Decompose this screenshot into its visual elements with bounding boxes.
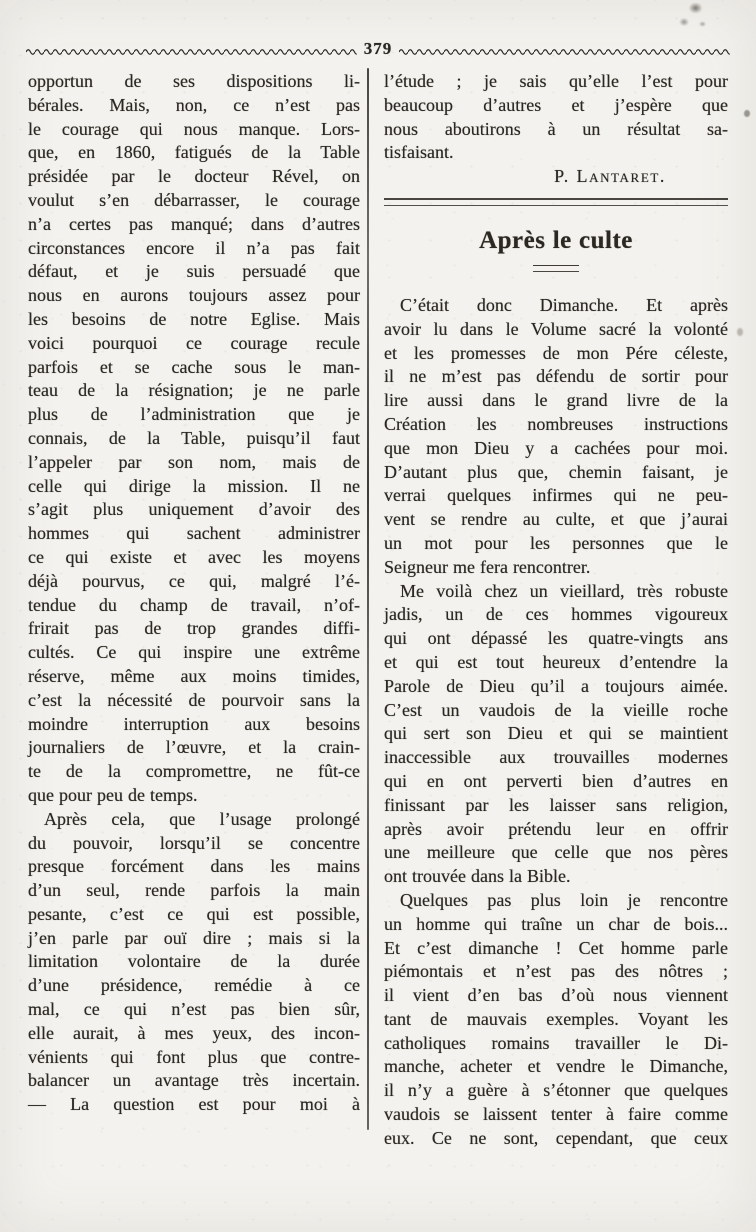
text-line: qui en ont perverti bien d’autres en: [384, 770, 728, 791]
text-line: bérales. Mais, non, ce n’est pas: [28, 94, 360, 115]
text-line: voici pourquoi ce courage recule: [28, 332, 360, 353]
right-column: [384, 70, 728, 1151]
text-line: teau de la résignation; je ne parle: [28, 380, 360, 401]
text-line: s’agit plus uniquement d’avoir des: [28, 499, 360, 520]
text-line: moindre interruption aux besoins: [28, 713, 360, 734]
text-line: finissant par les laisser sans religion,: [384, 794, 728, 815]
article-title: Après le culte: [479, 226, 633, 254]
text-line: tendue du champ de travail, n’of-: [28, 594, 360, 615]
text-line: connais, de la Table, puisqu’il faut: [28, 427, 360, 448]
text-line: presque forcément dans les mains: [28, 856, 360, 877]
article-end-text: [384, 70, 728, 165]
text-line: un homme qui traîne un char de bois...: [384, 913, 728, 934]
text-line: après avoir prétendu leur en offrir: [384, 818, 728, 839]
text-line: déjà pourvus, ce qui, malgré l’é-: [28, 570, 360, 591]
text-line: limitation volontaire de la durée: [28, 951, 360, 972]
text-line: et les promesses de mon Pére céleste,: [384, 342, 728, 363]
text-line: manche, acheter et vendre le Dimanche,: [384, 1056, 728, 1077]
text-line: du pouvoir, lorsqu’il se concentre: [28, 832, 360, 853]
text-line: avoir lu dans le Volume sacré la volonté: [384, 318, 728, 339]
article-body-text: [384, 294, 728, 1151]
text-line: inaccessible aux trouvailles modernes: [384, 747, 728, 768]
text-line: défaut, et je suis persuadé que: [28, 261, 360, 282]
text-line: frirait pas de trop grandes diffi-: [28, 618, 360, 639]
text-line: d’une présidence, remédie à ce: [28, 975, 360, 996]
text-line: te de la compromettre, ne fût-ce: [28, 761, 360, 782]
text-line: Création les nombreuses instructions: [384, 413, 728, 434]
text-line: l’étude ; je sais qu’elle l’est pour: [384, 71, 728, 91]
text-line: verrai quelques infirmes qui ne peu-: [384, 485, 728, 506]
text-line: lire aussi dans le grand livre de la: [384, 390, 728, 411]
text-line: Après cela, que l’usage prolongé: [44, 808, 360, 829]
text-line: d’un seul, rende parfois la main: [28, 880, 360, 901]
article-separator: [384, 198, 728, 206]
left-column-text: [28, 70, 360, 1117]
text-line: D’autant plus que, chemin faisant, je: [384, 461, 728, 482]
text-line: il ne m’est pas défendu de sortir pour: [384, 366, 728, 387]
header-rule-left: [26, 46, 357, 55]
text-line: tisfaisant.: [384, 142, 454, 163]
ink-speck: [744, 110, 750, 117]
text-line: circonstances encore il n’a pas fait: [28, 237, 360, 258]
text-line: voulut s’en débarrasser, le courage: [28, 189, 360, 210]
text-line: vénients qui font plus que contre-: [28, 1046, 360, 1067]
text-line: Parole de Dieu qu’il a toujours aimée.: [384, 675, 728, 696]
text-line: une meilleure que celle que nos pères: [384, 842, 728, 863]
text-line: que, en 1860, fatigués de la Table: [28, 142, 360, 163]
text-line: vaudois se laissent tenter à faire comme: [384, 1104, 728, 1125]
text-line: elle aurait, à mes yeux, des incon-: [28, 1022, 360, 1043]
text-line: j’en parle par ouï dire ; mais si la: [28, 927, 360, 948]
text-line: que mon Dieu y a cachées pour moi.: [384, 437, 728, 458]
text-line: n’a certes pas manqué; dans d’autres: [28, 213, 360, 234]
text-line: c’est la nécessité de pourvoir sans la: [28, 689, 360, 710]
text-line: nous en aurons toujours assez pour: [28, 285, 360, 306]
text-line: jadis, un de ces hommes vigoureux: [384, 604, 728, 625]
text-line: Me voilà chez un vieillard, très robuste: [400, 580, 728, 601]
left-column: [28, 70, 360, 1117]
text-line: le courage qui nous manque. Lors-: [28, 118, 360, 139]
text-line: catholiques romains travailler le Di-: [384, 1032, 728, 1053]
text-line: parfois et se cache sous le man-: [28, 356, 360, 377]
text-line: tant de mauvais exemples. Voyant les: [384, 1008, 728, 1029]
text-line: vent se rendre au culte, et que j’aurai: [384, 509, 728, 530]
text-line: l’appeler par son nom, mais de: [28, 451, 360, 472]
text-line: nous aboutirons à un résultat sa-: [384, 118, 728, 139]
text-line: réserve, même aux moins timides,: [28, 665, 360, 686]
text-line: il n’y a guère à s’étonner que quelques: [384, 1080, 728, 1101]
text-line: cultés. Ce qui inspire une extrême: [28, 642, 360, 663]
text-line: mal, ce qui n’est pas bien sûr,: [28, 999, 360, 1020]
text-line: hommes qui sachent administrer: [28, 523, 360, 544]
text-line: qui ont dépassé les quatre-vingts ans: [384, 628, 728, 649]
text-line: Et c’est dimanche ! Cet homme parle: [384, 937, 728, 958]
text-line: qui sert son Dieu et qui se maintient: [384, 723, 728, 744]
ink-speck: [737, 328, 743, 336]
text-line: ont trouvée dans la Bible.: [384, 866, 571, 887]
text-line: il vient d’en bas d’où nous viennent: [384, 985, 728, 1006]
text-line: C’était donc Dimanche. Et après: [400, 294, 728, 315]
text-line: eux. Ce ne sont, cependant, que ceux: [384, 1127, 728, 1148]
article-signature: P. Lantaret.: [554, 166, 666, 187]
text-line: piémontais et n’est pas des nôtres ;: [384, 961, 728, 982]
text-line: celle qui dirige la mission. Il ne: [28, 475, 360, 496]
text-line: un mot pour les personnes que le: [384, 532, 728, 553]
column-divider: [367, 68, 369, 1130]
text-line: — La question est pour moi à: [28, 1094, 360, 1115]
page-number: 379: [363, 39, 393, 58]
text-line: Seigneur me fera rencontrer.: [384, 556, 591, 577]
text-line: C’est un vaudois de la vieille roche: [384, 699, 728, 720]
text-line: ce qui existe et avec les moyens: [28, 546, 360, 567]
text-line: beaucoup d’autres et j’espère que: [384, 94, 728, 115]
page-header: [26, 40, 730, 60]
text-line: opportun de ses dispositions li-: [28, 71, 360, 91]
title-rule: [533, 265, 579, 272]
text-line: plus de l’administration que je: [28, 404, 360, 425]
text-line: présidée par le docteur Rével, on: [28, 166, 360, 187]
text-line: pesante, c’est ce qui est possible,: [28, 903, 360, 924]
text-line: les besoins de notre Eglise. Mais: [28, 308, 360, 329]
text-line: et qui est tout heureux d’entendre la: [384, 651, 728, 672]
header-rule-right: [399, 46, 730, 55]
text-line: Quelques pas plus loin je rencontre: [400, 889, 728, 910]
text-line: que pour peu de temps.: [28, 784, 198, 805]
text-line: balancer un avantage très incertain.: [28, 1070, 360, 1091]
text-line: journaliers de l’œuvre, et la crain-: [28, 737, 360, 758]
ink-smudge: [668, 0, 714, 36]
